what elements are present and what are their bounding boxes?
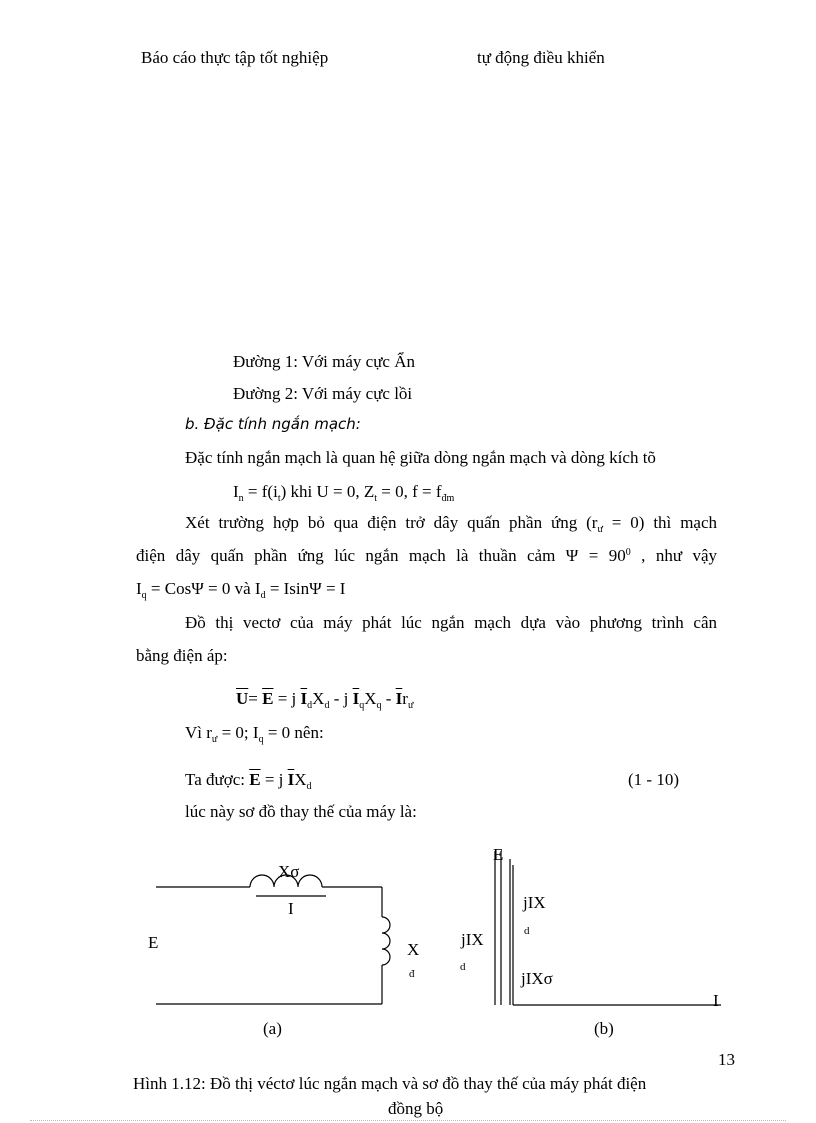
vector-label-d-right: d [524,925,530,937]
curve-2-description: Đường 2: Với máy cực lồi [233,384,413,403]
vector-diagram [485,845,730,1015]
vector-label-jix-sigma: jIXσ [521,969,553,988]
page-bottom-rule [30,1120,786,1121]
circuit-label-x-sigma: Xσ [278,862,300,881]
equation-number: (1 - 10) [628,770,679,789]
diagram-intro: lúc này sơ đồ thay thế của máy là: [185,802,417,821]
curve-1-description: Đường 1: Với máy cực Ẩn [233,352,415,371]
header-left: Báo cáo thực tập tốt nghiệp [141,48,329,67]
figure-label-a: (a) [263,1019,282,1038]
paragraph-2-line-3: $I_q = Cos\Psi = 0$ và $I_d = Isin\Psi = I$ [136,579,346,601]
circuit-label-d: đ [409,968,415,980]
result-equation: Ta được: $\overline{E} = j$ $\overline{I}X_d$ [185,770,312,792]
figure-caption-line-1: Hình 1.12: Đồ thị véctơ lúc ngắn mạch và sơ đồ thay thế của máy phát điện [133,1074,647,1093]
page-number: 13 [718,1050,735,1069]
figure-caption-line-2: đồng bộ [388,1099,444,1118]
paragraph-3-line-1: Đồ thị vectơ của máy phát lúc ngắn mạch dựa vào phương trình cân [185,613,717,632]
circuit-label-x: X [407,940,420,959]
condition-line: Vì $r_ư = 0$; $I_q = 0$ nên: [185,723,324,745]
formula-short-circuit: $I_n = f(i_t)$ khi U = 0, $Z_t = 0$, $f = f_{đm}$ [233,482,455,504]
figure-label-b: (b) [594,1019,614,1038]
circuit-label-current: I [288,899,294,918]
inductor-xd [382,917,390,965]
vector-label-jix-left: jIX [461,930,484,949]
header-right: tự động điều khiển [477,48,605,67]
paragraph-2-line-2: điện dây quấn phần ứng lúc ngắn mạch là thuần cảm $\Psi = 90^0$ , như vậy [136,546,717,565]
voltage-equation: $\overline{U}= \overline{E} = j$ $\overline{I}_dX_d$ - j $\overline{I}_qX_q - \overline{I}r_ư$ [236,689,414,711]
paragraph-2-line-1: Xét trường hợp bỏ qua điện trở dây quấn phần ứng $(r_ư = 0)$ thì mạch [185,513,718,535]
circuit-label-e: E [148,933,159,952]
vector-label-e: E [493,845,504,864]
vector-label-jix-right: jIX [523,893,546,912]
paragraph-1: Đặc tính ngắn mạch là quan hệ giữa dòng ngắn mạch và dòng kích tõ [185,448,656,467]
vector-label-current: I [713,991,719,1010]
section-heading: b. Đặc tính ngắn mạch: [185,415,361,433]
vector-label-d-left: d [460,961,466,973]
paragraph-3-line-2: bằng điện áp: [136,646,228,665]
